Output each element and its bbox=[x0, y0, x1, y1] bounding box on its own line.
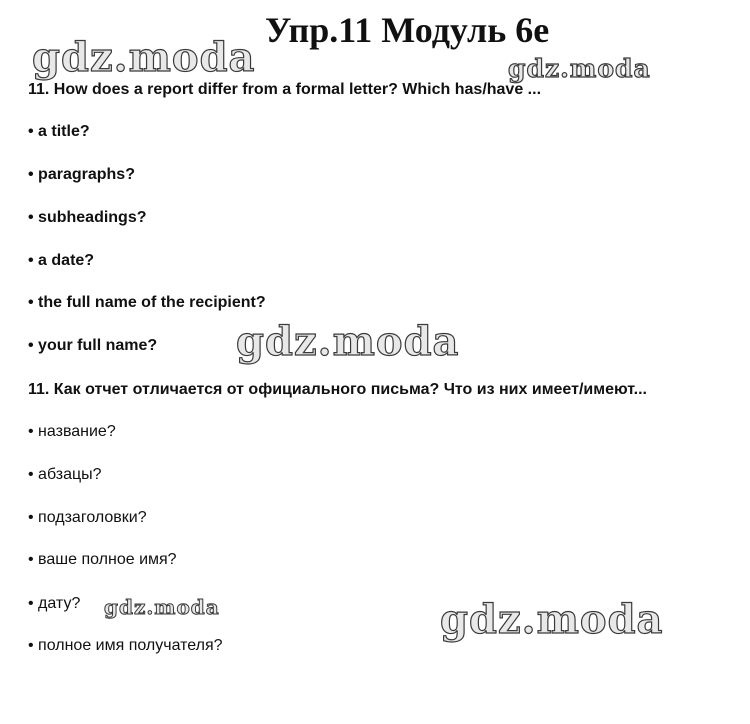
russian-item-date: • дату? bbox=[28, 595, 81, 612]
russian-item-paragraphs: • абзацы? bbox=[28, 466, 102, 483]
english-item-recipient: • the full name of the recipient? bbox=[28, 294, 266, 311]
english-item-date: • a date? bbox=[28, 252, 95, 269]
english-item-paragraphs: • paragraphs? bbox=[28, 166, 135, 183]
watermark: gdz.moda bbox=[32, 34, 256, 81]
watermark: gdz.moda bbox=[508, 54, 651, 83]
english-item-subheadings: • subheadings? bbox=[28, 209, 147, 226]
russian-question: 11. Как отчет отличается от официального письма? Что из них имеет/имеют... bbox=[28, 381, 647, 398]
russian-item-title: • название? bbox=[28, 423, 116, 440]
russian-item-subheadings: • подзаголовки? bbox=[28, 509, 147, 526]
watermark: gdz.moda bbox=[236, 318, 460, 365]
russian-item-your-name: • ваше полное имя? bbox=[28, 551, 177, 568]
page-title: Упр.11 Модуль 6е bbox=[265, 10, 550, 50]
watermark: gdz.moda bbox=[104, 595, 220, 619]
watermark: gdz.moda bbox=[440, 596, 664, 643]
english-item-your-name: • your full name? bbox=[28, 337, 158, 354]
russian-item-recipient: • полное имя получателя? bbox=[28, 637, 223, 654]
english-question: 11. How does a report differ from a formal letter? Which has/have ... bbox=[28, 81, 542, 98]
english-item-title: • a title? bbox=[28, 123, 90, 140]
